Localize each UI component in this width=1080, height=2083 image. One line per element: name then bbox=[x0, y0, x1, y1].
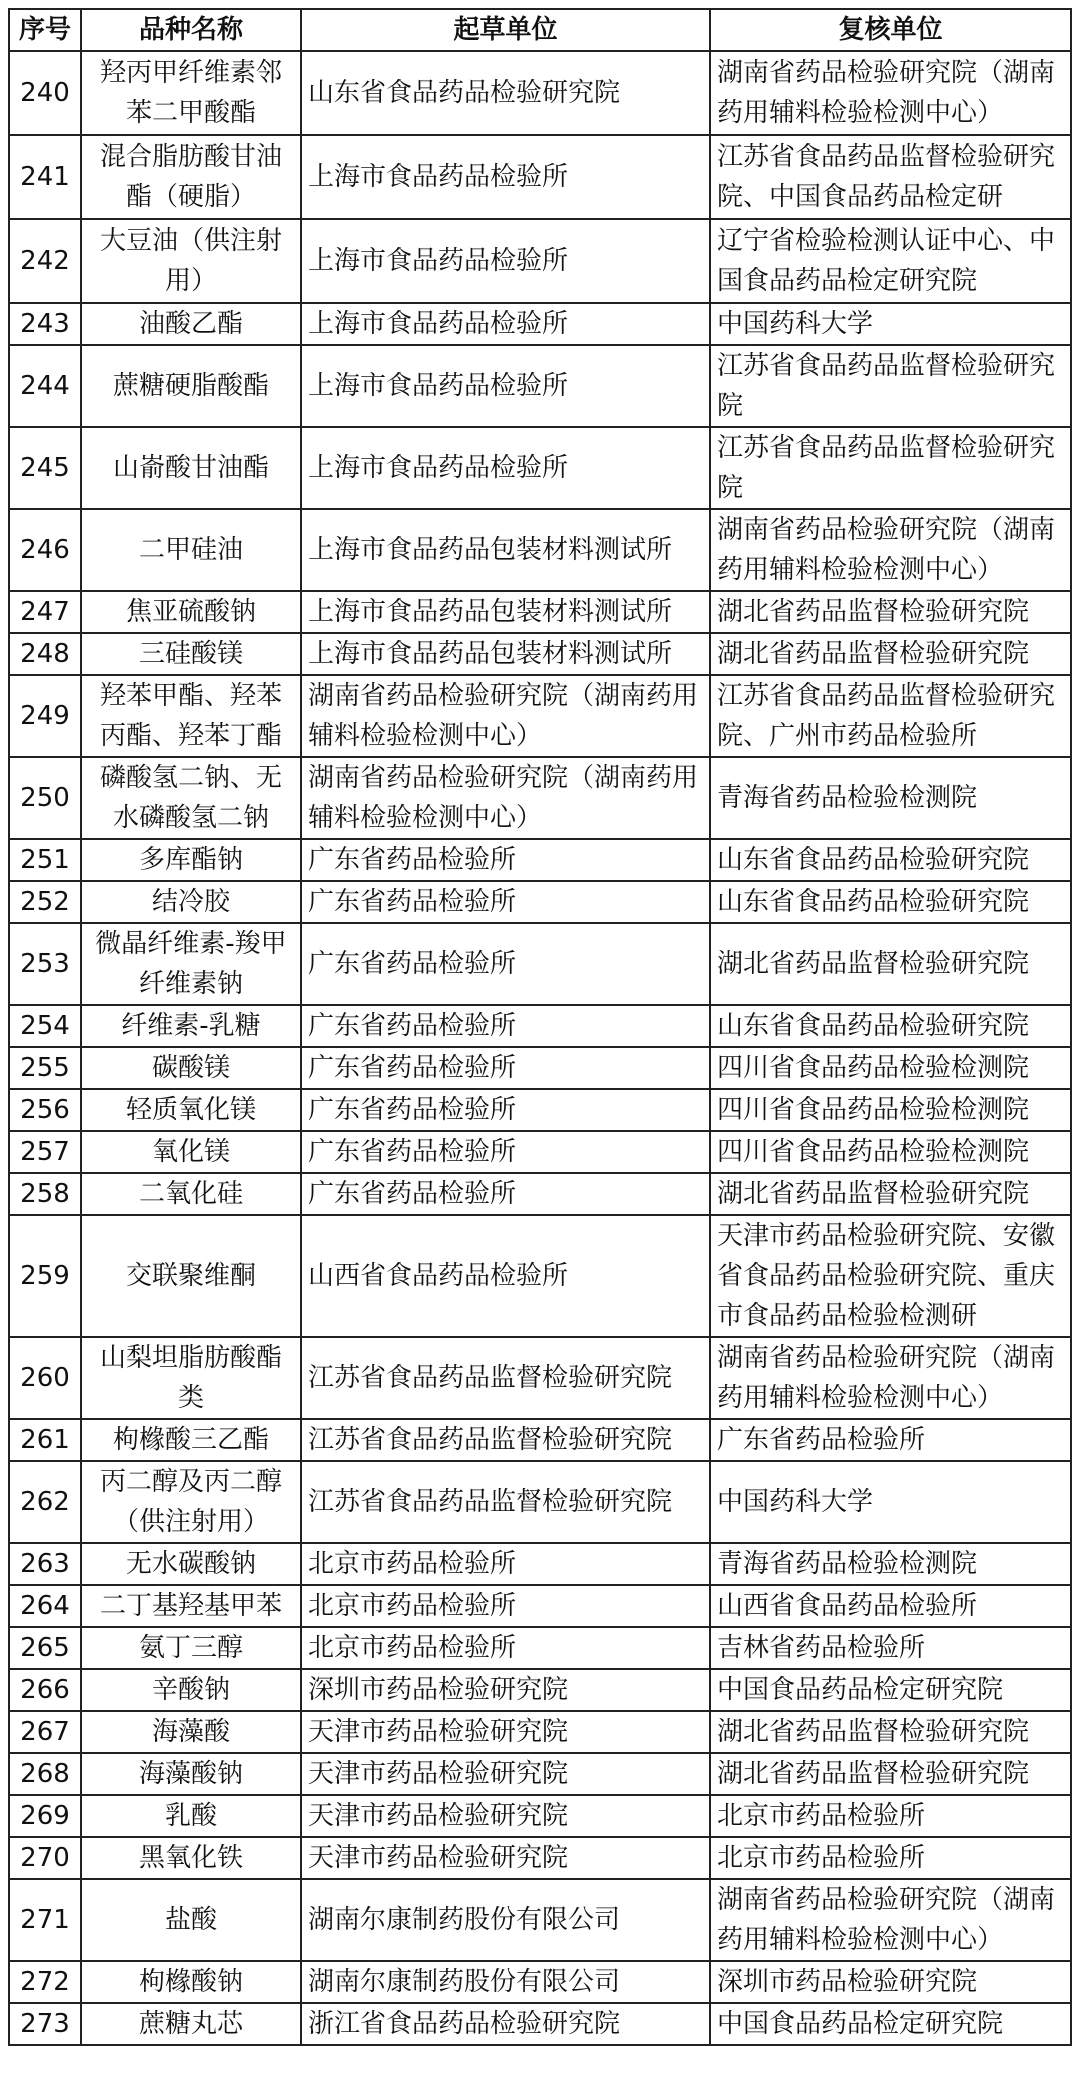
header-product-name: 品种名称 bbox=[81, 9, 301, 51]
table-row bbox=[9, 1089, 1071, 1131]
drafting-unit-cell: 湖南省药品检验研究院（湖南药用辅料检验检测中心） bbox=[301, 757, 710, 839]
serial-cell: 263 bbox=[9, 1543, 81, 1585]
table-row bbox=[9, 675, 1071, 757]
product-name-cell: 丙二醇及丙二醇（供注射用） bbox=[81, 1461, 301, 1543]
review-unit-cell: 山西省食品药品检验所 bbox=[710, 1585, 1071, 1627]
product-name-cell: 磷酸氢二钠、无水磷酸氢二钠 bbox=[81, 757, 301, 839]
serial-cell: 258 bbox=[9, 1173, 81, 1215]
table-row bbox=[9, 509, 1071, 591]
table-row bbox=[9, 2003, 1071, 2045]
review-unit-cell: 江苏省食品药品监督检验研究院、广州市药品检验所 bbox=[710, 675, 1071, 757]
review-unit-cell: 四川省食品药品检验检测院 bbox=[710, 1089, 1071, 1131]
review-unit-cell: 湖南省药品检验研究院（湖南药用辅料检验检测中心） bbox=[710, 1879, 1071, 1961]
review-unit-cell: 湖北省药品监督检验研究院 bbox=[710, 1711, 1071, 1753]
drafting-unit-cell: 北京市药品检验所 bbox=[301, 1585, 710, 1627]
drafting-unit-cell: 江苏省食品药品监督检验研究院 bbox=[301, 1337, 710, 1419]
product-name-cell: 多库酯钠 bbox=[81, 839, 301, 881]
drafting-unit-cell: 江苏省食品药品监督检验研究院 bbox=[301, 1419, 710, 1461]
review-unit-cell: 吉林省药品检验所 bbox=[710, 1627, 1071, 1669]
review-unit-cell: 山东省食品药品检验研究院 bbox=[710, 1005, 1071, 1047]
drafting-unit-cell: 山东省食品药品检验研究院 bbox=[301, 51, 710, 135]
serial-cell: 265 bbox=[9, 1627, 81, 1669]
table-row bbox=[9, 1461, 1071, 1543]
drafting-unit-cell: 上海市食品药品检验所 bbox=[301, 345, 710, 427]
product-name-cell: 纤维素-乳糖 bbox=[81, 1005, 301, 1047]
serial-cell: 261 bbox=[9, 1419, 81, 1461]
review-unit-cell: 天津市药品检验研究院、安徽省食品药品检验研究院、重庆市食品药品检验检测研 bbox=[710, 1215, 1071, 1337]
serial-cell: 249 bbox=[9, 675, 81, 757]
serial-cell: 254 bbox=[9, 1005, 81, 1047]
table-row bbox=[9, 1753, 1071, 1795]
product-name-cell: 焦亚硫酸钠 bbox=[81, 591, 301, 633]
table-row bbox=[9, 1795, 1071, 1837]
table-row bbox=[9, 1879, 1071, 1961]
serial-cell: 243 bbox=[9, 303, 81, 345]
serial-cell: 273 bbox=[9, 2003, 81, 2045]
drafting-unit-cell: 广东省药品检验所 bbox=[301, 1089, 710, 1131]
serial-cell: 268 bbox=[9, 1753, 81, 1795]
drafting-unit-cell: 山西省食品药品检验所 bbox=[301, 1215, 710, 1337]
serial-cell: 272 bbox=[9, 1961, 81, 2003]
review-unit-cell: 湖北省药品监督检验研究院 bbox=[710, 1753, 1071, 1795]
product-name-cell: 山梨坦脂肪酸酯类 bbox=[81, 1337, 301, 1419]
serial-cell: 262 bbox=[9, 1461, 81, 1543]
table-row bbox=[9, 1627, 1071, 1669]
review-unit-cell: 湖北省药品监督检验研究院 bbox=[710, 591, 1071, 633]
drafting-unit-cell: 上海市食品药品包装材料测试所 bbox=[301, 509, 710, 591]
drafting-unit-cell: 浙江省食品药品检验研究院 bbox=[301, 2003, 710, 2045]
review-unit-cell: 湖南省药品检验研究院（湖南药用辅料检验检测中心） bbox=[710, 51, 1071, 135]
product-name-cell: 辛酸钠 bbox=[81, 1669, 301, 1711]
drafting-unit-cell: 广东省药品检验所 bbox=[301, 1005, 710, 1047]
review-unit-cell: 四川省食品药品检验检测院 bbox=[710, 1047, 1071, 1089]
product-name-cell: 油酸乙酯 bbox=[81, 303, 301, 345]
drafting-unit-cell: 江苏省食品药品监督检验研究院 bbox=[301, 1461, 710, 1543]
serial-cell: 251 bbox=[9, 839, 81, 881]
drafting-unit-cell: 广东省药品检验所 bbox=[301, 881, 710, 923]
review-unit-cell: 中国药科大学 bbox=[710, 1461, 1071, 1543]
table-row bbox=[9, 1585, 1071, 1627]
serial-cell: 257 bbox=[9, 1131, 81, 1173]
product-name-cell: 二甲硅油 bbox=[81, 509, 301, 591]
serial-cell: 247 bbox=[9, 591, 81, 633]
product-name-cell: 乳酸 bbox=[81, 1795, 301, 1837]
header-review-unit: 复核单位 bbox=[710, 9, 1071, 51]
table-row bbox=[9, 345, 1071, 427]
product-name-cell: 海藻酸 bbox=[81, 1711, 301, 1753]
table-body bbox=[9, 51, 1071, 2045]
product-name-cell: 大豆油（供注射用） bbox=[81, 219, 301, 303]
drafting-unit-cell: 上海市食品药品包装材料测试所 bbox=[301, 591, 710, 633]
drafting-unit-cell: 天津市药品检验研究院 bbox=[301, 1753, 710, 1795]
table-row bbox=[9, 303, 1071, 345]
drafting-unit-cell: 天津市药品检验研究院 bbox=[301, 1837, 710, 1879]
table-row bbox=[9, 51, 1071, 135]
review-unit-cell: 中国食品药品检定研究院 bbox=[710, 2003, 1071, 2045]
review-unit-cell: 湖南省药品检验研究院（湖南药用辅料检验检测中心） bbox=[710, 509, 1071, 591]
product-name-cell: 氨丁三醇 bbox=[81, 1627, 301, 1669]
drafting-unit-cell: 上海市食品药品包装材料测试所 bbox=[301, 633, 710, 675]
table-row bbox=[9, 1173, 1071, 1215]
table-row bbox=[9, 1215, 1071, 1337]
serial-cell: 264 bbox=[9, 1585, 81, 1627]
product-name-cell: 无水碳酸钠 bbox=[81, 1543, 301, 1585]
review-unit-cell: 江苏省食品药品监督检验研究院、中国食品药品检定研 bbox=[710, 135, 1071, 219]
table-row bbox=[9, 1047, 1071, 1089]
serial-cell: 267 bbox=[9, 1711, 81, 1753]
product-name-cell: 海藻酸钠 bbox=[81, 1753, 301, 1795]
product-name-cell: 山嵛酸甘油酯 bbox=[81, 427, 301, 509]
product-name-cell: 二丁基羟基甲苯 bbox=[81, 1585, 301, 1627]
review-unit-cell: 湖南省药品检验研究院（湖南药用辅料检验检测中心） bbox=[710, 1337, 1071, 1419]
product-name-cell: 盐酸 bbox=[81, 1879, 301, 1961]
review-unit-cell: 湖北省药品监督检验研究院 bbox=[710, 633, 1071, 675]
product-name-cell: 羟苯甲酯、羟苯丙酯、羟苯丁酯 bbox=[81, 675, 301, 757]
drafting-unit-cell: 上海市食品药品检验所 bbox=[301, 135, 710, 219]
drafting-unit-cell: 上海市食品药品检验所 bbox=[301, 219, 710, 303]
table-row bbox=[9, 1131, 1071, 1173]
review-unit-cell: 广东省药品检验所 bbox=[710, 1419, 1071, 1461]
product-name-cell: 枸橼酸三乙酯 bbox=[81, 1419, 301, 1461]
serial-cell: 253 bbox=[9, 923, 81, 1005]
serial-cell: 240 bbox=[9, 51, 81, 135]
drafting-unit-cell: 湖南省药品检验研究院（湖南药用辅料检验检测中心） bbox=[301, 675, 710, 757]
serial-cell: 255 bbox=[9, 1047, 81, 1089]
table-row bbox=[9, 839, 1071, 881]
table-row bbox=[9, 757, 1071, 839]
review-unit-cell: 湖北省药品监督检验研究院 bbox=[710, 923, 1071, 1005]
excipient-drafting-table bbox=[8, 8, 1072, 2046]
serial-cell: 241 bbox=[9, 135, 81, 219]
review-unit-cell: 山东省食品药品检验研究院 bbox=[710, 839, 1071, 881]
serial-cell: 248 bbox=[9, 633, 81, 675]
serial-cell: 245 bbox=[9, 427, 81, 509]
serial-cell: 250 bbox=[9, 757, 81, 839]
table-row bbox=[9, 1337, 1071, 1419]
table-row bbox=[9, 591, 1071, 633]
drafting-unit-cell: 广东省药品检验所 bbox=[301, 923, 710, 1005]
table-row bbox=[9, 427, 1071, 509]
review-unit-cell: 山东省食品药品检验研究院 bbox=[710, 881, 1071, 923]
serial-cell: 244 bbox=[9, 345, 81, 427]
review-unit-cell: 四川省食品药品检验检测院 bbox=[710, 1131, 1071, 1173]
drafting-unit-cell: 广东省药品检验所 bbox=[301, 1047, 710, 1089]
review-unit-cell: 江苏省食品药品监督检验研究院 bbox=[710, 345, 1071, 427]
drafting-unit-cell: 上海市食品药品检验所 bbox=[301, 303, 710, 345]
header-drafting-unit: 起草单位 bbox=[301, 9, 710, 51]
table-row bbox=[9, 135, 1071, 219]
review-unit-cell: 江苏省食品药品监督检验研究院 bbox=[710, 427, 1071, 509]
review-unit-cell: 中国药科大学 bbox=[710, 303, 1071, 345]
product-name-cell: 蔗糖丸芯 bbox=[81, 2003, 301, 2045]
drafting-unit-cell: 湖南尔康制药股份有限公司 bbox=[301, 1879, 710, 1961]
serial-cell: 271 bbox=[9, 1879, 81, 1961]
serial-cell: 242 bbox=[9, 219, 81, 303]
review-unit-cell: 青海省药品检验检测院 bbox=[710, 1543, 1071, 1585]
product-name-cell: 氧化镁 bbox=[81, 1131, 301, 1173]
product-name-cell: 蔗糖硬脂酸酯 bbox=[81, 345, 301, 427]
product-name-cell: 羟丙甲纤维素邻苯二甲酸酯 bbox=[81, 51, 301, 135]
product-name-cell: 三硅酸镁 bbox=[81, 633, 301, 675]
product-name-cell: 微晶纤维素-羧甲纤维素钠 bbox=[81, 923, 301, 1005]
drafting-unit-cell: 深圳市药品检验研究院 bbox=[301, 1669, 710, 1711]
review-unit-cell: 北京市药品检验所 bbox=[710, 1837, 1071, 1879]
serial-cell: 259 bbox=[9, 1215, 81, 1337]
drafting-unit-cell: 广东省药品检验所 bbox=[301, 839, 710, 881]
review-unit-cell: 深圳市药品检验研究院 bbox=[710, 1961, 1071, 2003]
serial-cell: 260 bbox=[9, 1337, 81, 1419]
table-row bbox=[9, 1711, 1071, 1753]
review-unit-cell: 北京市药品检验所 bbox=[710, 1795, 1071, 1837]
review-unit-cell: 辽宁省检验检测认证中心、中国食品药品检定研究院 bbox=[710, 219, 1071, 303]
drafting-unit-cell: 广东省药品检验所 bbox=[301, 1173, 710, 1215]
drafting-unit-cell: 北京市药品检验所 bbox=[301, 1543, 710, 1585]
table-row bbox=[9, 1005, 1071, 1047]
product-name-cell: 交联聚维酮 bbox=[81, 1215, 301, 1337]
drafting-unit-cell: 广东省药品检验所 bbox=[301, 1131, 710, 1173]
excipient-table-container bbox=[8, 8, 1070, 2046]
drafting-unit-cell: 北京市药品检验所 bbox=[301, 1627, 710, 1669]
product-name-cell: 结冷胶 bbox=[81, 881, 301, 923]
drafting-unit-cell: 湖南尔康制药股份有限公司 bbox=[301, 1961, 710, 2003]
serial-cell: 269 bbox=[9, 1795, 81, 1837]
product-name-cell: 混合脂肪酸甘油酯（硬脂） bbox=[81, 135, 301, 219]
serial-cell: 266 bbox=[9, 1669, 81, 1711]
product-name-cell: 枸橼酸钠 bbox=[81, 1961, 301, 2003]
product-name-cell: 轻质氧化镁 bbox=[81, 1089, 301, 1131]
table-row bbox=[9, 1543, 1071, 1585]
table-row bbox=[9, 1961, 1071, 2003]
table-header-row bbox=[9, 9, 1071, 51]
drafting-unit-cell: 天津市药品检验研究院 bbox=[301, 1795, 710, 1837]
review-unit-cell: 中国食品药品检定研究院 bbox=[710, 1669, 1071, 1711]
review-unit-cell: 青海省药品检验检测院 bbox=[710, 757, 1071, 839]
serial-cell: 270 bbox=[9, 1837, 81, 1879]
table-row bbox=[9, 219, 1071, 303]
serial-cell: 246 bbox=[9, 509, 81, 591]
table-row bbox=[9, 881, 1071, 923]
review-unit-cell: 湖北省药品监督检验研究院 bbox=[710, 1173, 1071, 1215]
table-row bbox=[9, 633, 1071, 675]
header-serial: 序号 bbox=[9, 9, 81, 51]
table-row bbox=[9, 923, 1071, 1005]
drafting-unit-cell: 天津市药品检验研究院 bbox=[301, 1711, 710, 1753]
table-row bbox=[9, 1669, 1071, 1711]
product-name-cell: 碳酸镁 bbox=[81, 1047, 301, 1089]
table-row bbox=[9, 1837, 1071, 1879]
drafting-unit-cell: 上海市食品药品检验所 bbox=[301, 427, 710, 509]
serial-cell: 252 bbox=[9, 881, 81, 923]
table-row bbox=[9, 1419, 1071, 1461]
product-name-cell: 二氧化硅 bbox=[81, 1173, 301, 1215]
product-name-cell: 黑氧化铁 bbox=[81, 1837, 301, 1879]
serial-cell: 256 bbox=[9, 1089, 81, 1131]
